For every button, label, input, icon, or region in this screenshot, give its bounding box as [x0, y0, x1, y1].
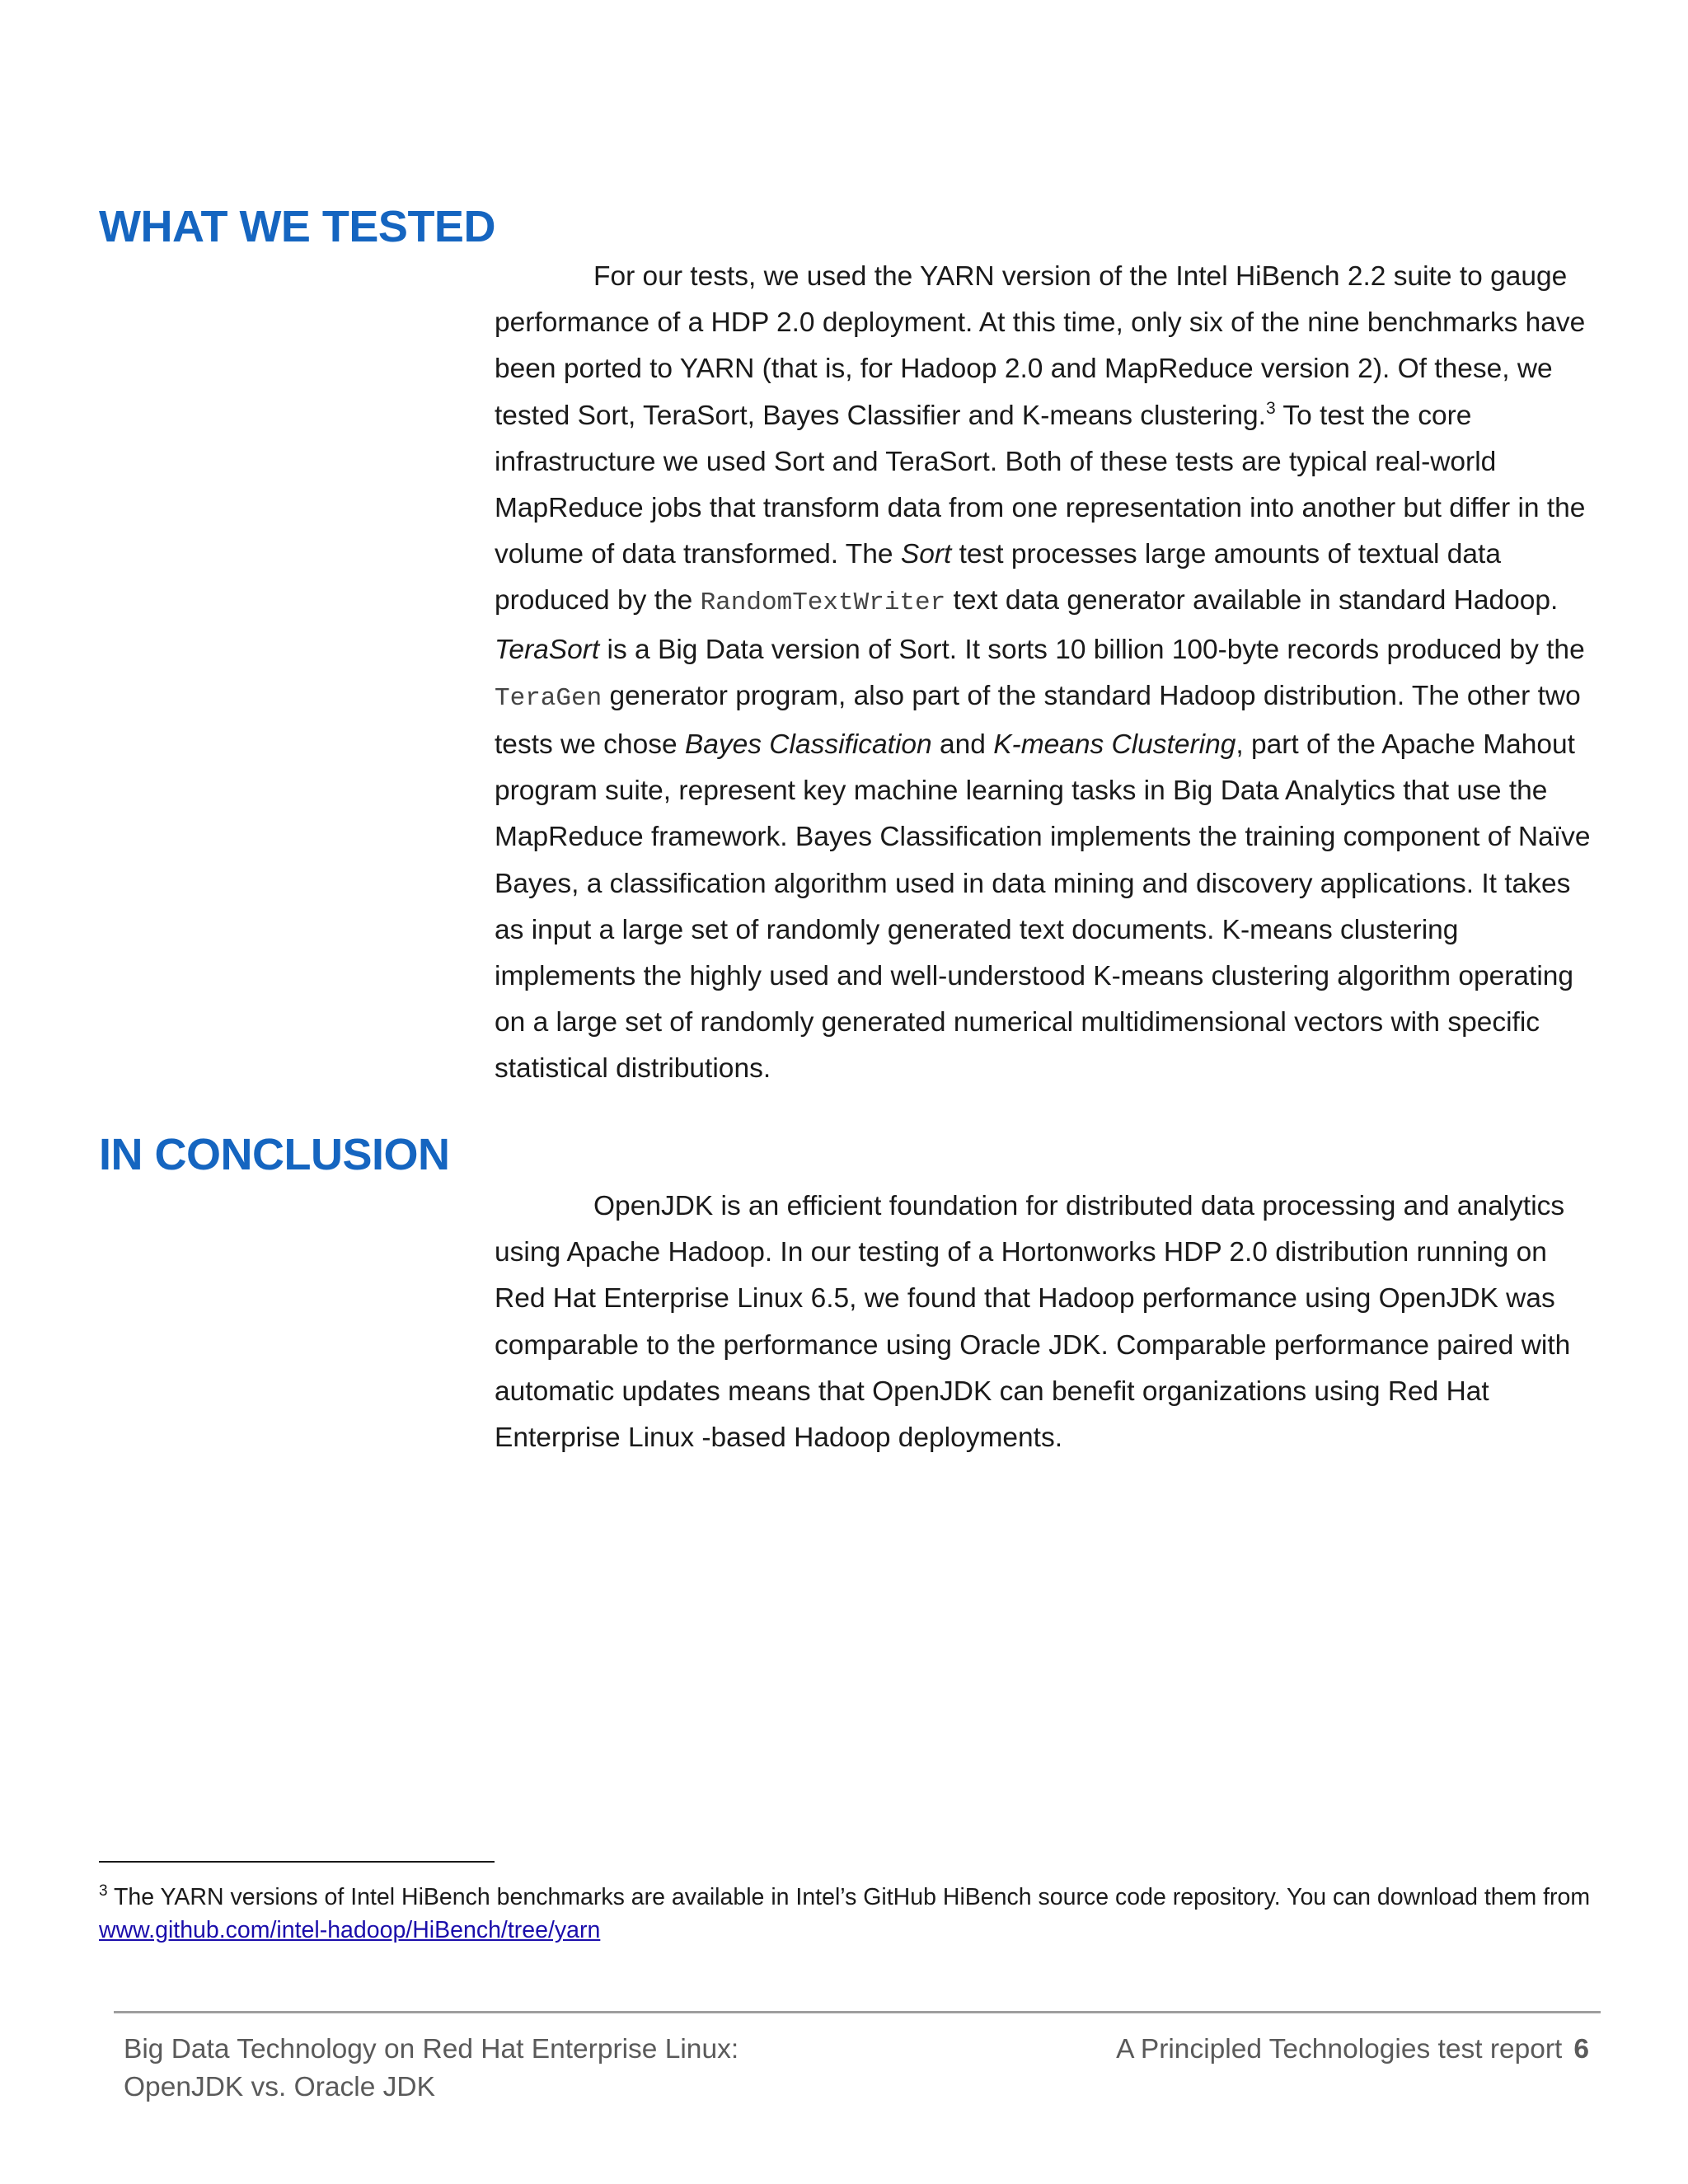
footer-divider	[114, 2011, 1601, 2013]
tested-text-4: text data generator available in standard Hadoop.	[945, 585, 1559, 616]
tested-text-5: is a Big Data version of Sort. It sorts 10 billion 100-byte records produced by the	[599, 634, 1585, 665]
term-kmeans-clustering: K-means Clustering	[993, 729, 1236, 761]
term-terasort: TeraSort	[495, 634, 600, 665]
what-we-tested-paragraph	[495, 254, 1591, 1093]
tested-text-8: , part of the Apache Mahout program suite, represent key machine learning tasks in Big Data Analytics that use the MapReduce framework. Bayes Classification implements the training component of Naïve Bayes, a classification algorithm used in data mining and discovery applications. It takes as input a large set of randomly generated text documents. K-means clustering implements the highly used and well-understood K-means clustering algorithm operating on a large set of randomly generated numerical multidimensional vectors with specific statistical distributions.	[495, 729, 1591, 1085]
footnote-reference[interactable]: 3	[1265, 398, 1276, 418]
tested-text-1: For our tests, we used the YARN version of the Intel HiBench 2.2 suite to gauge performance of a HDP 2.0 deployment. At this time, only six of the nine benchmarks have been ported to YARN (that is, for Hadoop 2.0 and MapReduce version 2). Of these, we tested Sort, TeraSort, Bayes Classifier and K-means clustering.	[495, 261, 1586, 431]
footer-title-line-2: OpenJDK vs. Oracle JDK	[124, 2072, 435, 2102]
tested-text-7: and	[931, 729, 994, 761]
footer-report-label	[1116, 2031, 1589, 2069]
hibench-repo-link[interactable]: www.github.com/intel-hadoop/HiBench/tree/yarn	[99, 1917, 601, 1943]
footnote-text: The YARN versions of Intel HiBench benchmarks are available in Intel’s GitHub HiBench source code repository. You can download them from	[107, 1884, 1591, 1910]
section-heading-in-conclusion: IN CONCLUSION	[99, 1130, 450, 1179]
tested-text-6: generator program, also part of the standard Hadoop distribution. The other two tests we chose	[495, 680, 1581, 761]
footnote-marker: 3	[99, 1882, 108, 1900]
term-bayes-classification: Bayes Classification	[684, 729, 932, 761]
conclusion-text: OpenJDK is an efficient foundation for distributed data processing and analytics using Apache Hadoop. In our testing of a Hortonworks HDP 2.0 distribution running on Red Hat Enterprise Linux 6.5, we found that Hadoop performance using OpenJDK was comparable to the performance using Oracle JDK. Comparable performance paired with automatic updates means that OpenJDK can benefit organizations using Red Hat Enterprise Linux -based Hadoop deployments.	[495, 1191, 1571, 1454]
section-heading-what-we-tested: WHAT WE TESTED	[99, 202, 495, 251]
code-random-text-writer: RandomTextWriter	[700, 588, 946, 618]
tested-text-2: To test the core infrastructure we used Sort and TeraSort. Both of these tests are typical real-world MapReduce jobs that transform data from one representation into another but differ in the volume of data transformed. The	[495, 400, 1586, 570]
footer-document-title	[124, 2031, 738, 2107]
conclusion-paragraph	[495, 1183, 1591, 1461]
page-number: 6	[1573, 2034, 1589, 2064]
code-teragen: TeraGen	[495, 683, 603, 713]
footer-title-line-1: Big Data Technology on Red Hat Enterprise Linux:	[124, 2034, 739, 2064]
term-sort: Sort	[900, 539, 952, 570]
footnote	[99, 1881, 1599, 1947]
report-label: A Principled Technologies test report	[1116, 2034, 1563, 2064]
tested-text-3: test processes large amounts of textual data produced by the	[495, 539, 1501, 616]
footnote-separator	[99, 1861, 495, 1863]
